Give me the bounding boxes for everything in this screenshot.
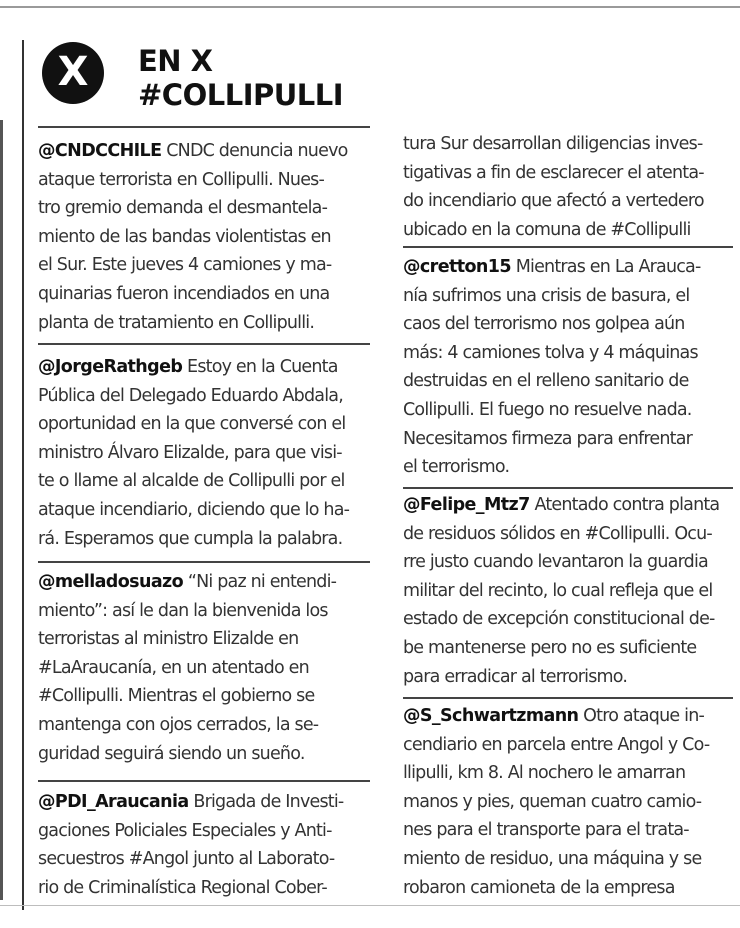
top-rule xyxy=(0,6,740,8)
post-line: miento de las bandas violentistas en xyxy=(38,226,331,247)
post-line: cendiario en parcela entre Angol y Co- xyxy=(403,734,710,755)
post-line: ataque terrorista en Collipulli. Nues- xyxy=(38,169,325,190)
post-line: #Collipulli. Mientras el gobierno se xyxy=(38,686,315,707)
section-title-line2: #COLLIPULLI xyxy=(138,78,344,112)
post-line: guridad seguirá siendo un sueño. xyxy=(38,743,305,764)
section-title xyxy=(138,44,343,112)
post-separator xyxy=(38,343,370,345)
post-line: Pública del Delegado Eduardo Abdala, xyxy=(38,385,343,406)
post-line: @JorgeRathgeb Estoy en la Cuenta xyxy=(38,357,338,377)
post-line: do incendiario que afectó a vertedero xyxy=(403,191,704,212)
post-line: robaron camioneta de la empresa xyxy=(403,877,675,898)
post-separator xyxy=(38,561,370,563)
post-line: rá. Esperamos que cumpla la palabra. xyxy=(38,528,343,549)
post-line: ministro Álvaro Elizalde, para que visi- xyxy=(38,442,342,463)
post-s-schwartzmann xyxy=(403,702,733,902)
post-line: @CNDCCHILE CNDC denuncia nuevo xyxy=(38,141,348,161)
post-line: mantenga con ojos cerrados, la se- xyxy=(38,714,319,735)
post-handle[interactable]: @CNDCCHILE xyxy=(38,141,162,161)
post-line: be mantenerse pero no es suficiente xyxy=(403,637,697,658)
post-line: manos y pies, queman cuatro camio- xyxy=(403,791,702,812)
post-separator xyxy=(38,780,370,782)
post-line: nes para el transporte para el trata- xyxy=(403,820,689,841)
post-pdi-araucania xyxy=(38,788,370,902)
post-line: ataque incendiario, diciendo que lo ha- xyxy=(38,499,350,520)
adjacent-column-edge xyxy=(0,120,3,900)
post-line: miento de residuo, una máquina y se xyxy=(403,848,702,869)
post-line: estado de excepción constitucional de- xyxy=(403,609,715,630)
post-line: miento”: así le dan la bienvenida los xyxy=(38,600,328,621)
post-pdi-araucania-continued xyxy=(403,130,733,244)
post-line: Collipulli. El fuego no resuelve nada. xyxy=(403,399,692,420)
post-line: #LaAraucanía, en un atentado en xyxy=(38,657,309,678)
bottom-rule xyxy=(0,905,740,906)
post-line: nía sufrimos una crisis de basura, el xyxy=(403,285,690,306)
post-line: @PDI_Araucania Brigada de Investi- xyxy=(38,792,344,812)
post-line: planta de tratamiento en Collipulli. xyxy=(38,312,315,333)
post-line: tura Sur desarrollan diligencias inves- xyxy=(403,134,703,154)
post-handle[interactable]: @melladosuazo xyxy=(38,572,184,592)
post-line: @Felipe_Mtz7 Atentado contra planta xyxy=(403,495,720,515)
post-felipe-mtz7 xyxy=(403,491,733,691)
post-cretton15 xyxy=(403,253,733,482)
post-line: llipulli, km 8. Al nochero le amarran xyxy=(403,763,686,784)
post-line: el Sur. Este jueves 4 camiones y ma- xyxy=(38,255,332,276)
post-handle[interactable]: @Felipe_Mtz7 xyxy=(403,495,530,515)
post-line: terroristas al ministro Elizalde en xyxy=(38,629,299,650)
post-line: de residuos sólidos en #Collipulli. Ocu- xyxy=(403,523,712,544)
post-line: para erradicar al terrorismo. xyxy=(403,666,628,687)
post-line: rre justo cuando levantaron la guardia xyxy=(403,552,708,573)
x-logo-icon: X xyxy=(42,42,104,104)
column-divider xyxy=(22,40,24,910)
post-separator xyxy=(403,246,733,248)
post-line: rio de Criminalística Regional Cober- xyxy=(38,877,327,898)
post-line: más: 4 camiones tolva y 4 máquinas xyxy=(403,342,698,363)
post-line: @S_Schwartzmann Otro ataque in- xyxy=(403,706,705,726)
post-handle[interactable]: @S_Schwartzmann xyxy=(403,706,579,726)
post-line: gaciones Policiales Especiales y Anti- xyxy=(38,820,332,841)
post-handle[interactable]: @JorgeRathgeb xyxy=(38,357,183,377)
post-melladosuazo xyxy=(38,568,370,768)
post-handle[interactable]: @cretton15 xyxy=(403,257,511,277)
post-line: destruidas en el relleno sanitario de xyxy=(403,371,689,392)
post-line: el terrorismo. xyxy=(403,457,510,478)
post-line: tro gremio demanda el desmantela- xyxy=(38,198,328,219)
post-line: ubicado en la comuna de #Collipulli xyxy=(403,219,691,240)
post-line: secuestros #Angol junto al Laborato- xyxy=(38,849,335,870)
post-jorgerathgeb xyxy=(38,353,370,553)
post-separator xyxy=(38,126,370,128)
post-cndcchile xyxy=(38,137,370,337)
post-line: militar del recinto, lo cual refleja que el xyxy=(403,580,713,601)
post-line: oportunidad en la que conversé con el xyxy=(38,414,346,435)
post-line: te o llame al alcalde de Collipulli por el xyxy=(38,471,345,492)
post-line: @melladosuazo “Ni paz ni entendi- xyxy=(38,572,337,592)
post-line: tigativas a fin de esclarecer el atenta- xyxy=(403,162,704,183)
section-title-line1: EN X xyxy=(138,44,213,78)
post-line: @cretton15 Mientras en La Arauca- xyxy=(403,257,701,277)
post-line: caos del terrorismo nos golpea aún xyxy=(403,314,685,335)
post-line: quinarias fueron incendiados en una xyxy=(38,283,330,304)
post-separator xyxy=(403,487,733,489)
post-separator xyxy=(403,697,733,699)
post-handle[interactable]: @PDI_Araucania xyxy=(38,792,189,812)
post-line: Necesitamos firmeza para enfrentar xyxy=(403,428,693,449)
